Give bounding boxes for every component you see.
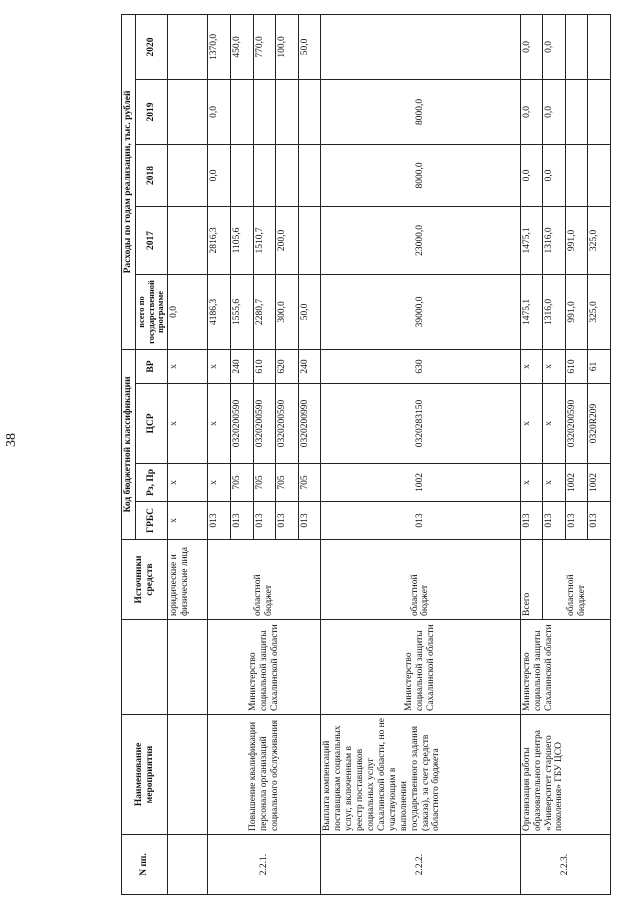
cell-grbs: 013 [520,502,543,540]
cell-2020: 0,0 [520,14,543,79]
cell-csr: 0320R209 [588,384,611,464]
cell-2018 [231,144,254,206]
cell-grbs: 013 [276,502,299,540]
cell-csr: x [520,384,543,464]
cell-source: юридические и физические лица [168,540,208,620]
cell-2017: 1316,0 [543,206,566,274]
cell-grbs: 013 [565,502,588,540]
page-number: 38 [4,433,19,447]
header-expenses: Расходы по годам реализации, тыс. рублей [122,14,136,349]
cell-2019: 0,0 [543,79,566,144]
cell-num: 2.2.3. [520,835,610,895]
cell-rzpr: 705 [231,464,254,502]
cell-executor: Министерство социальной защиты Сахалинской области [520,620,610,715]
cell-2020 [168,14,208,79]
cell-2018: 0,0 [543,144,566,206]
cell-rzpr: x [168,464,208,502]
cell-grbs: 013 [208,502,231,540]
cell-2018 [588,144,611,206]
table-row [168,14,208,894]
cell-csr: x [543,384,566,464]
cell-rzpr: 1002 [588,464,611,502]
cell-executor: Министерство социальной защиты Сахалинской области [208,620,321,715]
cell-2017: 991,0 [565,206,588,274]
cell-grbs: 013 [321,502,521,540]
cell-grbs: x [168,502,208,540]
header-grbs: ГРБС [135,502,167,540]
cell-total: 991,0 [565,274,588,349]
cell-2019 [253,79,276,144]
cell-2020: 770,0 [253,14,276,79]
header-num: N пп. [122,835,168,895]
cell-2017: 1105,6 [231,206,254,274]
cell-rzpr: x [543,464,566,502]
cell-2020: 50,0 [298,14,321,79]
cell-csr: 0320200590 [565,384,588,464]
cell-total: 0,0 [168,274,208,349]
cell-grbs: 013 [231,502,254,540]
cell-num: 2.2.1. [208,835,321,895]
cell-2018: 0,0 [208,144,231,206]
cell-csr: 0320200590 [276,384,299,464]
cell-2019 [588,79,611,144]
cell-rzpr: 705 [253,464,276,502]
cell-executor: Министерство социальной защиты Сахалинской области [321,620,521,715]
cell-vr: x [543,349,566,383]
cell-2017: 23000,0 [321,206,521,274]
cell-rzpr: 1002 [565,464,588,502]
cell-rzpr: 1002 [321,464,521,502]
cell-total: 1475,1 [520,274,543,349]
cell-rzpr: 705 [298,464,321,502]
cell-total: 300,0 [276,274,299,349]
header-2020: 2020 [135,14,167,79]
cell-total: 1316,0 [543,274,566,349]
header-name: Наименование мероприятия [122,715,168,835]
header-kbk: Код бюджетной классификации [122,349,136,539]
cell-vr: 630 [321,349,521,383]
cell-total: 39000,0 [321,274,521,349]
cell-num [168,835,208,895]
cell-2020: 100,0 [276,14,299,79]
table-row [208,14,231,894]
cell-vr: 240 [298,349,321,383]
cell-2019 [565,79,588,144]
cell-2017: 1475,1 [520,206,543,274]
cell-csr: x [168,384,208,464]
header-rzpr: Рз, Пр [135,464,167,502]
header-csr: ЦСР [135,384,167,464]
header-2018: 2018 [135,144,167,206]
cell-2020: 0,0 [543,14,566,79]
cell-2017: 325,0 [588,206,611,274]
cell-2019 [231,79,254,144]
cell-2017: 2816,3 [208,206,231,274]
header-total: всего по государственной программе [135,274,167,349]
cell-name [168,715,208,835]
cell-source: областной бюджет [208,540,321,620]
header-executor [122,620,168,715]
cell-grbs: 013 [298,502,321,540]
cell-vr: 240 [231,349,254,383]
cell-csr: 0320283150 [321,384,521,464]
cell-name: Повышение квалификации персонала организаций социального обслуживания [208,715,321,835]
cell-vr: x [208,349,231,383]
cell-rzpr: x [520,464,543,502]
table-row [321,14,521,894]
cell-source: областной бюджет [321,540,521,620]
cell-2018 [276,144,299,206]
cell-2020: 450,0 [231,14,254,79]
cell-2019 [298,79,321,144]
cell-grbs: 013 [543,502,566,540]
cell-2018 [253,144,276,206]
table-row [520,14,543,894]
program-table [121,14,611,895]
cell-2018 [298,144,321,206]
cell-2019 [276,79,299,144]
cell-2018: 8000,0 [321,144,521,206]
cell-vr: 610 [565,349,588,383]
cell-total: 50,0 [298,274,321,349]
cell-2019 [168,79,208,144]
cell-2018 [565,144,588,206]
cell-2019: 0,0 [520,79,543,144]
cell-grbs: 013 [588,502,611,540]
cell-name: Организация работы образовательного центра «Университет старшего поколения» ГБУ ЦСО [520,715,610,835]
cell-rzpr: x [208,464,231,502]
cell-2017 [298,206,321,274]
cell-2018: 0,0 [520,144,543,206]
cell-vr: 620 [276,349,299,383]
cell-vr: 61 [588,349,611,383]
cell-2017 [168,206,208,274]
cell-grbs: 013 [253,502,276,540]
cell-total: 325,0 [588,274,611,349]
cell-source: областной бюджет [543,540,611,620]
cell-vr: 610 [253,349,276,383]
cell-2020 [321,14,521,79]
cell-2017: 1510,7 [253,206,276,274]
cell-csr: 0320200590 [231,384,254,464]
header-2017: 2017 [135,206,167,274]
cell-csr: x [208,384,231,464]
cell-2020 [565,14,588,79]
cell-2020 [588,14,611,79]
rotated-table-container [121,15,640,876]
cell-vr: x [168,349,208,383]
cell-2017: 200,0 [276,206,299,274]
cell-source: Всего [520,540,543,620]
header-source: Источники средств [122,540,168,620]
cell-vr: x [520,349,543,383]
cell-num: 2.2.2. [321,835,521,895]
cell-name: Выплата компенсаций поставщикам социальных услуг, включенным в реестр поставщиков социальных услуг Сахалинской области, но не участвующим в выполнении государственного задания (заказа), за счет средств областного бюджета [321,715,521,835]
header-2019: 2019 [135,79,167,144]
cell-2019: 0,0 [208,79,231,144]
cell-csr: 0320200990 [298,384,321,464]
cell-2019: 8000,0 [321,79,521,144]
header-vr: ВР [135,349,167,383]
cell-total: 1555,6 [231,274,254,349]
cell-executor [168,620,208,715]
cell-2020: 1370,0 [208,14,231,79]
cell-csr: 0320200590 [253,384,276,464]
cell-total: 2280,7 [253,274,276,349]
cell-2018 [168,144,208,206]
cell-rzpr: 705 [276,464,299,502]
cell-total: 4186,3 [208,274,231,349]
